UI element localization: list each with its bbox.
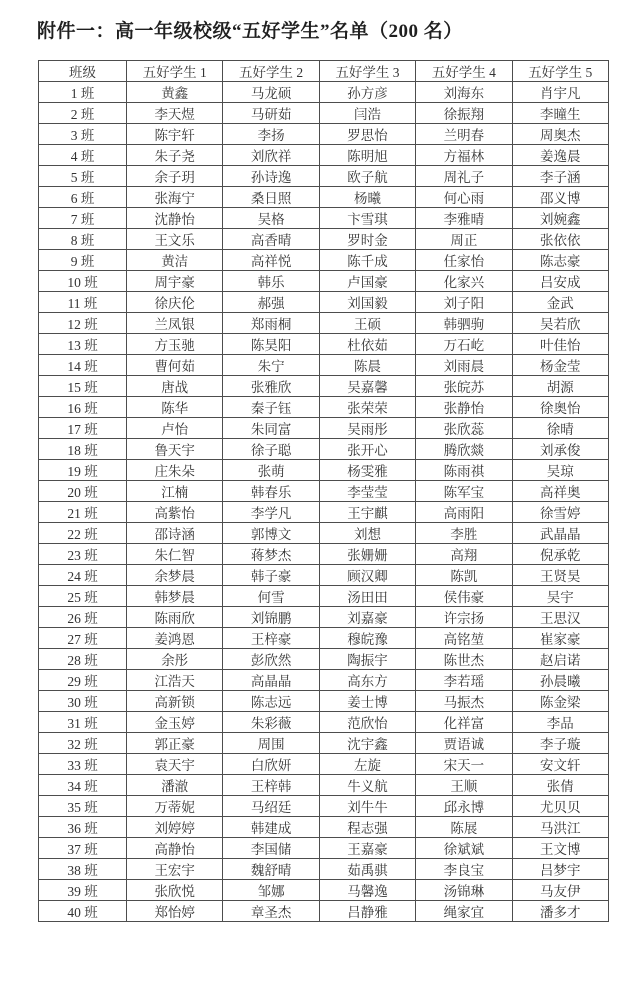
student-cell: 杨雯雅	[319, 460, 415, 481]
class-cell: 18 班	[39, 439, 127, 460]
student-cell: 卢国豪	[319, 271, 415, 292]
student-cell: 吴宇	[512, 586, 608, 607]
student-cell: 茹禹骐	[319, 859, 415, 880]
student-cell: 马绍廷	[223, 796, 319, 817]
student-cell: 化家兴	[416, 271, 512, 292]
table-row	[39, 544, 609, 565]
header-row	[39, 61, 609, 82]
student-cell: 方福林	[416, 145, 512, 166]
student-cell: 姜逸晨	[512, 145, 608, 166]
student-cell: 肖宇凡	[512, 82, 608, 103]
table-row	[39, 523, 609, 544]
student-cell: 韩乐	[223, 271, 319, 292]
student-cell: 金武	[512, 292, 608, 313]
student-cell: 刘牛牛	[319, 796, 415, 817]
student-cell: 李国储	[223, 838, 319, 859]
student-cell: 罗思怡	[319, 124, 415, 145]
student-cell: 李胜	[416, 523, 512, 544]
student-cell: 徐振翔	[416, 103, 512, 124]
column-header-student-1: 五好学生 1	[127, 61, 223, 82]
student-cell: 刘海东	[416, 82, 512, 103]
student-cell: 胡源	[512, 376, 608, 397]
student-cell: 吴嘉馨	[319, 376, 415, 397]
student-cell: 陈千成	[319, 250, 415, 271]
student-cell: 李学凡	[223, 502, 319, 523]
table-row	[39, 733, 609, 754]
class-cell: 25 班	[39, 586, 127, 607]
student-cell: 王宏宇	[127, 859, 223, 880]
student-cell: 郑雨桐	[223, 313, 319, 334]
student-cell: 李良宝	[416, 859, 512, 880]
student-cell: 李曈生	[512, 103, 608, 124]
student-cell: 高香晴	[223, 229, 319, 250]
student-cell: 潘澈	[127, 775, 223, 796]
student-cell: 万石屹	[416, 334, 512, 355]
student-cell: 赵启诺	[512, 649, 608, 670]
student-cell: 秦子钰	[223, 397, 319, 418]
class-cell: 3 班	[39, 124, 127, 145]
student-cell: 桑日照	[223, 187, 319, 208]
student-cell: 潘多才	[512, 901, 608, 922]
student-cell: 化祥富	[416, 712, 512, 733]
student-cell: 陈明旭	[319, 145, 415, 166]
table-row	[39, 439, 609, 460]
student-cell: 王硕	[319, 313, 415, 334]
student-cell: 杜依茹	[319, 334, 415, 355]
student-cell: 邹娜	[223, 880, 319, 901]
student-cell: 江浩天	[127, 670, 223, 691]
student-cell: 陈世杰	[416, 649, 512, 670]
student-cell: 汤锦琳	[416, 880, 512, 901]
student-cell: 武晶晶	[512, 523, 608, 544]
table-row	[39, 775, 609, 796]
student-cell: 张皖苏	[416, 376, 512, 397]
student-cell: 何雪	[223, 586, 319, 607]
table-row	[39, 565, 609, 586]
table-row	[39, 124, 609, 145]
student-cell: 马馨逸	[319, 880, 415, 901]
student-cell: 万蒂妮	[127, 796, 223, 817]
student-cell: 孙诗逸	[223, 166, 319, 187]
student-cell: 陈凯	[416, 565, 512, 586]
class-cell: 12 班	[39, 313, 127, 334]
table-row	[39, 691, 609, 712]
class-cell: 10 班	[39, 271, 127, 292]
student-cell: 徐雪婷	[512, 502, 608, 523]
class-cell: 5 班	[39, 166, 127, 187]
table-row	[39, 838, 609, 859]
student-cell: 沈静怡	[127, 208, 223, 229]
table-row	[39, 607, 609, 628]
student-cell: 吕静雅	[319, 901, 415, 922]
student-cell: 刘国毅	[319, 292, 415, 313]
student-cell: 范欣怡	[319, 712, 415, 733]
student-cell: 陈展	[416, 817, 512, 838]
student-cell: 安文轩	[512, 754, 608, 775]
student-cell: 邵诗涵	[127, 523, 223, 544]
student-cell: 张姗姗	[319, 544, 415, 565]
student-cell: 邵义博	[512, 187, 608, 208]
table-row	[39, 82, 609, 103]
class-cell: 2 班	[39, 103, 127, 124]
student-cell: 高翔	[416, 544, 512, 565]
student-cell: 张依依	[512, 229, 608, 250]
student-cell: 吴若欣	[512, 313, 608, 334]
student-cell: 徐奥怡	[512, 397, 608, 418]
student-cell: 黄洁	[127, 250, 223, 271]
table-row	[39, 145, 609, 166]
student-cell: 孙晨曦	[512, 670, 608, 691]
student-cell: 周围	[223, 733, 319, 754]
column-header-class: 班级	[39, 61, 127, 82]
student-cell: 侯伟豪	[416, 586, 512, 607]
student-cell: 徐晴	[512, 418, 608, 439]
student-cell: 周宇豪	[127, 271, 223, 292]
student-cell: 卢怡	[127, 418, 223, 439]
student-cell: 韩梦晨	[127, 586, 223, 607]
student-cell: 朱宁	[223, 355, 319, 376]
student-cell: 陈华	[127, 397, 223, 418]
table-row	[39, 460, 609, 481]
student-cell: 高祥悦	[223, 250, 319, 271]
student-cell: 王宇麒	[319, 502, 415, 523]
student-cell: 陈金梁	[512, 691, 608, 712]
table-row	[39, 334, 609, 355]
student-cell: 王贤昊	[512, 565, 608, 586]
table-row	[39, 712, 609, 733]
student-cell: 韩建成	[223, 817, 319, 838]
student-roster-table	[38, 60, 609, 922]
student-cell: 白欣妍	[223, 754, 319, 775]
student-cell: 韩春乐	[223, 481, 319, 502]
class-cell: 30 班	[39, 691, 127, 712]
table-row	[39, 859, 609, 880]
class-cell: 7 班	[39, 208, 127, 229]
student-cell: 孙方彦	[319, 82, 415, 103]
student-cell: 王文乐	[127, 229, 223, 250]
student-cell: 王嘉豪	[319, 838, 415, 859]
student-cell: 高雨阳	[416, 502, 512, 523]
student-cell: 袁天宇	[127, 754, 223, 775]
student-cell: 贾语诚	[416, 733, 512, 754]
column-header-student-4: 五好学生 4	[416, 61, 512, 82]
student-cell: 陈昊阳	[223, 334, 319, 355]
table-row	[39, 481, 609, 502]
class-cell: 29 班	[39, 670, 127, 691]
class-cell: 35 班	[39, 796, 127, 817]
student-cell: 魏舒晴	[223, 859, 319, 880]
table-row	[39, 292, 609, 313]
student-cell: 曹何茹	[127, 355, 223, 376]
student-cell: 余彤	[127, 649, 223, 670]
student-cell: 张开心	[319, 439, 415, 460]
student-cell: 周正	[416, 229, 512, 250]
student-cell: 高祥奥	[512, 481, 608, 502]
student-cell: 顾汉卿	[319, 565, 415, 586]
student-cell: 郭正豪	[127, 733, 223, 754]
student-cell: 宋天一	[416, 754, 512, 775]
class-cell: 37 班	[39, 838, 127, 859]
student-cell: 庄朱朵	[127, 460, 223, 481]
column-header-student-2: 五好学生 2	[223, 61, 319, 82]
student-cell: 张静怡	[416, 397, 512, 418]
student-cell: 许宗扬	[416, 607, 512, 628]
student-cell: 朱彩薇	[223, 712, 319, 733]
table-body	[39, 82, 609, 922]
student-cell: 陈晨	[319, 355, 415, 376]
student-cell: 王顺	[416, 775, 512, 796]
student-cell: 韩子豪	[223, 565, 319, 586]
student-cell: 郑怡婷	[127, 901, 223, 922]
student-cell: 徐斌斌	[416, 838, 512, 859]
student-cell: 汤田田	[319, 586, 415, 607]
student-cell: 高静怡	[127, 838, 223, 859]
class-cell: 28 班	[39, 649, 127, 670]
student-cell: 高铭堃	[416, 628, 512, 649]
table-row	[39, 754, 609, 775]
student-cell: 刘承俊	[512, 439, 608, 460]
student-cell: 郭博文	[223, 523, 319, 544]
class-cell: 4 班	[39, 145, 127, 166]
student-cell: 王文博	[512, 838, 608, 859]
table-row	[39, 628, 609, 649]
class-cell: 24 班	[39, 565, 127, 586]
class-cell: 39 班	[39, 880, 127, 901]
student-cell: 吕梦宇	[512, 859, 608, 880]
table-row	[39, 901, 609, 922]
table-row	[39, 817, 609, 838]
student-cell: 王梓韩	[223, 775, 319, 796]
student-cell: 陶振宇	[319, 649, 415, 670]
student-cell: 刘欣祥	[223, 145, 319, 166]
student-cell: 穆皖豫	[319, 628, 415, 649]
class-cell: 13 班	[39, 334, 127, 355]
student-cell: 崔家豪	[512, 628, 608, 649]
student-cell: 高晶晶	[223, 670, 319, 691]
student-cell: 姜鸿恩	[127, 628, 223, 649]
student-cell: 左旋	[319, 754, 415, 775]
class-cell: 20 班	[39, 481, 127, 502]
student-cell: 郝强	[223, 292, 319, 313]
student-cell: 张欣蕊	[416, 418, 512, 439]
student-cell: 周礼子	[416, 166, 512, 187]
student-cell: 彭欣然	[223, 649, 319, 670]
class-cell: 34 班	[39, 775, 127, 796]
class-cell: 17 班	[39, 418, 127, 439]
student-cell: 鲁天宇	[127, 439, 223, 460]
student-cell: 刘嘉豪	[319, 607, 415, 628]
student-cell: 陈志豪	[512, 250, 608, 271]
table-row	[39, 649, 609, 670]
student-cell: 张倩	[512, 775, 608, 796]
column-header-student-5: 五好学生 5	[512, 61, 608, 82]
class-cell: 40 班	[39, 901, 127, 922]
student-cell: 张欣悦	[127, 880, 223, 901]
student-cell: 刘婷婷	[127, 817, 223, 838]
student-cell: 张萌	[223, 460, 319, 481]
table-row	[39, 208, 609, 229]
student-cell: 任家怡	[416, 250, 512, 271]
class-cell: 16 班	[39, 397, 127, 418]
student-cell: 牛义航	[319, 775, 415, 796]
student-cell: 李扬	[223, 124, 319, 145]
table-row	[39, 229, 609, 250]
student-cell: 金玉婷	[127, 712, 223, 733]
table-row	[39, 670, 609, 691]
student-cell: 陈军宝	[416, 481, 512, 502]
student-cell: 李天煜	[127, 103, 223, 124]
class-cell: 32 班	[39, 733, 127, 754]
student-cell: 马龙硕	[223, 82, 319, 103]
class-cell: 26 班	[39, 607, 127, 628]
student-cell: 欧子航	[319, 166, 415, 187]
table-row	[39, 313, 609, 334]
student-cell: 尤贝贝	[512, 796, 608, 817]
table-row	[39, 502, 609, 523]
student-cell: 高新锁	[127, 691, 223, 712]
student-cell: 唐战	[127, 376, 223, 397]
student-cell: 卞雪琪	[319, 208, 415, 229]
class-cell: 14 班	[39, 355, 127, 376]
student-cell: 吕安成	[512, 271, 608, 292]
student-cell: 程志强	[319, 817, 415, 838]
student-cell: 罗时金	[319, 229, 415, 250]
page-title: 附件一：高一年级校级“五好学生”名单（200 名）	[37, 21, 463, 42]
student-cell: 蒋梦杰	[223, 544, 319, 565]
student-cell: 腾欣燚	[416, 439, 512, 460]
student-cell: 徐子聪	[223, 439, 319, 460]
class-cell: 31 班	[39, 712, 127, 733]
table-row	[39, 166, 609, 187]
class-cell: 15 班	[39, 376, 127, 397]
student-cell: 朱同富	[223, 418, 319, 439]
student-cell: 李若瑶	[416, 670, 512, 691]
student-cell: 马洪江	[512, 817, 608, 838]
student-cell: 何心雨	[416, 187, 512, 208]
class-cell: 36 班	[39, 817, 127, 838]
class-cell: 23 班	[39, 544, 127, 565]
table-row	[39, 103, 609, 124]
class-cell: 9 班	[39, 250, 127, 271]
student-cell: 叶佳怡	[512, 334, 608, 355]
student-cell: 江楠	[127, 481, 223, 502]
student-cell: 高紫怡	[127, 502, 223, 523]
student-cell: 杨曦	[319, 187, 415, 208]
student-cell: 陈志远	[223, 691, 319, 712]
student-cell: 李子涵	[512, 166, 608, 187]
student-cell: 朱子尧	[127, 145, 223, 166]
class-cell: 11 班	[39, 292, 127, 313]
student-cell: 余梦晨	[127, 565, 223, 586]
student-cell: 马研茹	[223, 103, 319, 124]
student-cell: 周奥杰	[512, 124, 608, 145]
student-cell: 张荣荣	[319, 397, 415, 418]
student-cell: 邱永博	[416, 796, 512, 817]
student-cell: 刘子阳	[416, 292, 512, 313]
table-row	[39, 586, 609, 607]
class-cell: 6 班	[39, 187, 127, 208]
table-row	[39, 796, 609, 817]
table-row	[39, 376, 609, 397]
class-cell: 19 班	[39, 460, 127, 481]
student-cell: 吴格	[223, 208, 319, 229]
class-cell: 8 班	[39, 229, 127, 250]
class-cell: 33 班	[39, 754, 127, 775]
student-cell: 方玉驰	[127, 334, 223, 355]
student-cell: 张海宁	[127, 187, 223, 208]
student-cell: 徐庆伦	[127, 292, 223, 313]
student-cell: 马振杰	[416, 691, 512, 712]
class-cell: 1 班	[39, 82, 127, 103]
student-cell: 陈雨祺	[416, 460, 512, 481]
table-row	[39, 397, 609, 418]
student-cell: 李子璇	[512, 733, 608, 754]
student-cell: 章圣杰	[223, 901, 319, 922]
student-cell: 马友伊	[512, 880, 608, 901]
student-cell: 黄鑫	[127, 82, 223, 103]
table-row	[39, 187, 609, 208]
student-cell: 兰明春	[416, 124, 512, 145]
student-cell: 陈雨欣	[127, 607, 223, 628]
student-cell: 李雅晴	[416, 208, 512, 229]
class-cell: 22 班	[39, 523, 127, 544]
table-row	[39, 355, 609, 376]
student-cell: 朱仁智	[127, 544, 223, 565]
table-row	[39, 250, 609, 271]
student-cell: 杨金莹	[512, 355, 608, 376]
student-cell: 李品	[512, 712, 608, 733]
student-cell: 闫浩	[319, 103, 415, 124]
student-cell: 余子玥	[127, 166, 223, 187]
table-row	[39, 271, 609, 292]
student-cell: 姜士博	[319, 691, 415, 712]
student-cell: 张雅欣	[223, 376, 319, 397]
table-row	[39, 418, 609, 439]
student-cell: 王梓豪	[223, 628, 319, 649]
student-cell: 倪承乾	[512, 544, 608, 565]
student-cell: 沈宇鑫	[319, 733, 415, 754]
class-cell: 27 班	[39, 628, 127, 649]
column-header-student-3: 五好学生 3	[319, 61, 415, 82]
student-cell: 韩驷驹	[416, 313, 512, 334]
student-cell: 兰凤银	[127, 313, 223, 334]
student-cell: 高东方	[319, 670, 415, 691]
student-cell: 王思汉	[512, 607, 608, 628]
table-header	[39, 61, 609, 82]
student-cell: 刘想	[319, 523, 415, 544]
class-cell: 21 班	[39, 502, 127, 523]
student-cell: 吴琼	[512, 460, 608, 481]
student-cell: 刘婉鑫	[512, 208, 608, 229]
table-row	[39, 880, 609, 901]
student-cell: 刘锦鹏	[223, 607, 319, 628]
student-cell: 李莹莹	[319, 481, 415, 502]
student-cell: 刘雨晨	[416, 355, 512, 376]
student-cell: 陈宇轩	[127, 124, 223, 145]
student-cell: 绳家宜	[416, 901, 512, 922]
student-cell: 吴雨彤	[319, 418, 415, 439]
class-cell: 38 班	[39, 859, 127, 880]
